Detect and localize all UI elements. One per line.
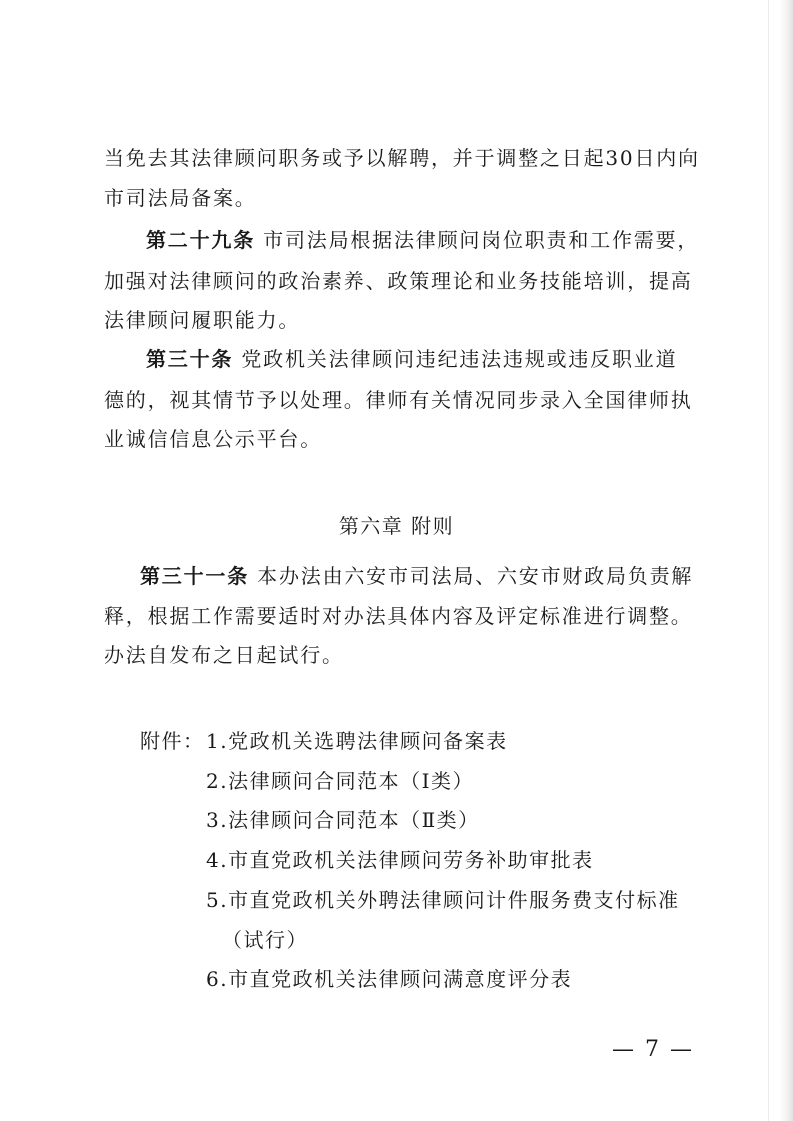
attachment-item: 6.市直党政机关法律顾问满意度评分表 [206, 967, 573, 991]
paragraph-line: 释，根据工作需要适时对办法具体内容及评定标准进行调整。 [104, 604, 693, 628]
paragraph-line: 德的，视其情节予以处理。律师有关情况同步录入全国律师执 [104, 388, 693, 412]
paragraph-line: 当免去其法律顾问职务或予以解聘，并于调整之日起30日内向 [104, 146, 700, 170]
scan-margin-line [768, 0, 769, 1121]
paragraph-line: 法律顾问履职能力。 [104, 308, 301, 332]
article-30-text: 党政机关法律顾问违纪违法违规或违反职业道 [241, 347, 678, 371]
paragraph-line: 加强对法律顾问的政治素养、政策理论和业务技能培训，提高 [104, 269, 693, 293]
article-31-title: 第三十一条 [140, 564, 249, 588]
attachment-item: 3.法律顾问合同范本（Ⅱ类） [206, 808, 480, 832]
attachment-item: 1.党政机关选聘法律顾问备案表 [206, 729, 508, 753]
article-29 [146, 226, 746, 254]
paragraph-line: 办法自发布之日起试行。 [104, 643, 344, 667]
attachment-item-continuation: （试行） [222, 928, 308, 952]
article-30 [146, 345, 746, 373]
page-number: — 7 — [612, 1037, 694, 1062]
article-30-title: 第三十条 [146, 347, 234, 371]
article-29-text: 市司法局根据法律顾问岗位职责和工作需要， [263, 228, 700, 252]
attachments-label: 附件： [140, 729, 205, 753]
scan-edge-shadow [779, 0, 793, 1121]
paragraph-line: 业诚信信息公示平台。 [104, 427, 322, 451]
attachment-item: 5.市直党政机关外聘法律顾问计件服务费支付标准 [206, 888, 680, 912]
article-31 [140, 562, 740, 590]
paragraph-line: 市司法局备案。 [104, 186, 257, 210]
chapter-heading: 第六章 附则 [338, 514, 455, 538]
article-31-text: 本办法由六安市司法局、六安市财政局负责解 [257, 564, 694, 588]
article-29-title: 第二十九条 [146, 228, 255, 252]
attachment-item: 4.市直党政机关法律顾问劳务补助审批表 [206, 848, 594, 872]
attachment-item: 2.法律顾问合同范本（Ⅰ类） [206, 769, 474, 793]
